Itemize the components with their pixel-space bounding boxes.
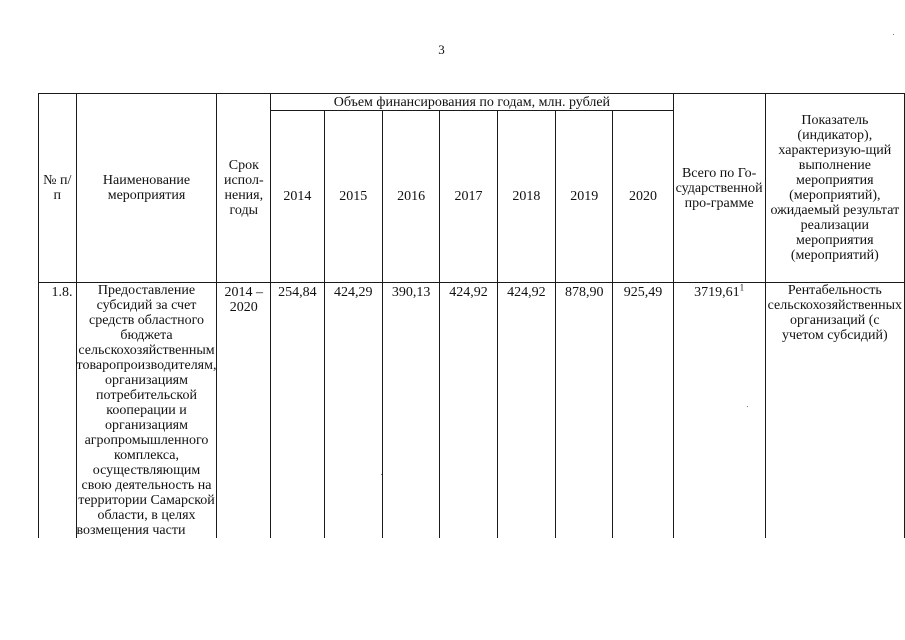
scan-speck xyxy=(381,474,382,475)
header-year: 2017 xyxy=(440,111,497,283)
page-number: 3 xyxy=(438,42,445,57)
row-value: 424,29 xyxy=(324,283,382,539)
header-indicator: Показатель (индикатор), характеризую-щий выполнение мероприятия (мероприятий), ожидаемый результат реализации мероприятия (мероприятий) xyxy=(765,94,904,283)
row-indicator: Рентабельность сельскохозяйственных организаций (с учетом субсидий) xyxy=(765,283,904,539)
scan-speck xyxy=(747,406,748,407)
row-name: Предоставление субсидий за счет средств областного бюджета сельскохозяйственным товаропроизводителям, организациям потребительской кооперации и организациям агропромышленного комплекса, осуществляющим свою деятельность на территории Самарской области, в целях возмещения части xyxy=(76,283,217,538)
row-value: 925,49 xyxy=(613,283,673,539)
table-row xyxy=(39,283,905,539)
program-table xyxy=(38,93,905,538)
header-year: 2014 xyxy=(271,111,325,283)
footnote-mark: 1 xyxy=(739,282,745,293)
row-num: 1.8. xyxy=(39,283,77,539)
header-year: 2019 xyxy=(556,111,613,283)
header-name: Наименование мероприятия xyxy=(76,94,217,283)
row-value: 424,92 xyxy=(440,283,497,539)
row-value: 878,90 xyxy=(556,283,613,539)
header-year: 2015 xyxy=(324,111,382,283)
total-value: 3719,61 xyxy=(694,285,740,300)
header-year: 2016 xyxy=(382,111,439,283)
header-year: 2020 xyxy=(613,111,673,283)
header-year: 2018 xyxy=(497,111,555,283)
row-total xyxy=(673,283,765,539)
header-total: Всего по Го-сударственной про-грамме xyxy=(673,94,765,283)
header-funding-group: Объем финансирования по годам, млн. рублей xyxy=(271,94,673,111)
header-num: № п/п xyxy=(39,94,77,283)
row-term: 2014 – 2020 xyxy=(217,283,271,539)
row-value: 424,92 xyxy=(497,283,555,539)
row-value: 254,84 xyxy=(271,283,325,539)
header-term: Срок испол-нения, годы xyxy=(217,94,271,283)
row-value: 390,13 xyxy=(382,283,439,539)
scan-speck xyxy=(893,34,894,35)
